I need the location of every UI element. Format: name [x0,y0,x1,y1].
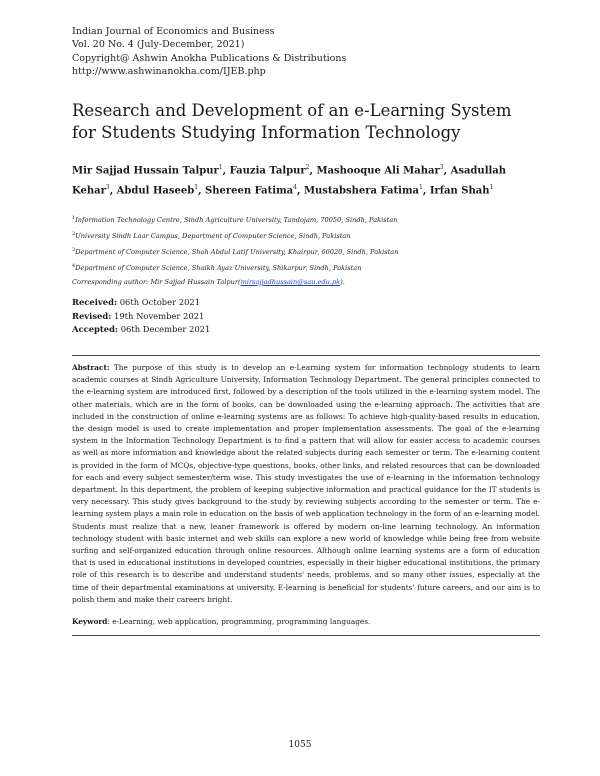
author-affiliation-marker: 4 [293,184,297,192]
received-date: Received: 06th October 2021 [72,297,201,307]
accepted-date: Accepted: 06th December 2021 [72,324,211,334]
author-affiliation-marker: 1 [419,184,423,192]
affiliation-4: $^4$Department of Computer Science, Shaikh Ayaz University, Shikarpur, Sindh, Pakistan [72,262,362,273]
affiliation-1: $^1$Information Technology Centre, Sindh Agriculture University, Tandojam, 70050, Sindh, Pakistan [72,215,398,225]
journal-url[interactable]: http://www.ashwinanokha.com/IJEB.php [72,65,266,77]
author-list [72,159,532,200]
author-separator: , [422,185,430,197]
author-affiliation-marker: 3 [105,184,110,192]
paper-title: Research and Development of an e-Learning System for Students Studying Information Technology [72,101,512,142]
corresponding-email-link[interactable]: mirsajjadhussain@sau.edu.pk [240,277,341,286]
author-name: Mashooque Ali Mahar [316,165,440,177]
keywords-label: Keyword [72,617,108,627]
author-separator: , [109,185,117,197]
author-name: Mir Sajjad Hussain Talpur [72,165,219,177]
page-number: 1055 [288,740,312,750]
abstract-label: Abstract: [72,363,110,372]
author-separator: , [296,185,304,197]
author-name: Mustabshera Fatima [303,185,420,197]
journal-name: Indian Journal of Economics and Business [72,26,275,37]
author-name: Shereen Fatima [205,185,294,197]
author-name: Irfan Shah [429,185,490,197]
keywords-text: : e-Learning, web application, programming, programming languages. [107,617,371,627]
author-affiliation-marker: 2 [305,164,310,171]
abstract-section [72,355,540,636]
author-affiliation-marker: 3 [439,164,444,171]
author-separator: , [222,165,230,177]
abstract [72,362,540,606]
affiliation-3: $^3$Department of Computer Science, Shah Abdul Latif University, Khairpur, 66020, Sindh, Pakistan [72,246,399,257]
author-separator: , [309,165,317,177]
revised-date: Revised: 19th November 2021 [72,310,205,321]
submission-dates [72,296,210,337]
author-affiliation-marker: 1 [194,184,199,192]
corresponding-author: Corresponding author: Mir Sajjad Hussain Talpur(mirsajjadhussain@sau.edu.pk). [72,277,345,286]
author-name: Asadullah Kehar [72,165,507,197]
author-separator: , [443,165,451,177]
keywords [72,616,540,628]
author-name: Abdul Haseeb [116,185,195,197]
abstract-text: The purpose of this study is to develop an e-Learning system for information technology students to learn academic courses at Sindh Agriculture University, Information Technology Department. The general principles connected to the e-learning system are introduced first, followed by a description of the tools utilized in the e-learning system model. The other materials, which are in the form of books, can be downloaded using the e-learning approach. The activities that are included in the construction of online e-learning systems are as follows: To achieve high-quality-based results in education, the design model is used to create implementation and proper implementation assessments. The goal of the e-learning system in the Information Technology Department is to find a pattern that will allow for easier access to academic courses as well as more information and knowledge about the related subjects during each semester or term. The e-learning content is provided in the form of MCQs, objective-type questions, books, other links, and related resources that can be downloaded for each and every subject semester/term wise. This study investigates the use of e-learning in the information technology department. In this department, the problem of keeping subjective information and practical guidance for the IT students is very necessary. This study gives background to the study by reviewing subjects according to the semester or term. The e-learning system plays a main role in education on the basis of web application technology in the form of an e-learning model. Students must realize that a new, leaner framework is offered by modern on-line learning technology. An information technology student with basic internet and web skills can explore a new world of knowledge while being free from website surfing and self-organized education through online resources. Although online learning systems are a form of education that is used in educational institutions in developed countries, especially in their higher educational institutions, the primary role of this research is to describe and understand students' needs, problems, and so many other issues, especially at the time of their departmental examinations at university. E-learning is beneficial for students' future careers, and our aim is to polish them and make their careers bright. [72,363,540,604]
affiliations [72,212,542,290]
author-name: Fauzia Talpur [229,165,306,177]
author-affiliation-marker: 1 [489,184,494,192]
journal-volume: Vol. 20 No. 4 (July-December, 2021) [72,39,245,51]
affiliation-2: $^2$University Sindh Laar Campus, Department of Computer Science, Sindh, Pakistan [72,230,351,241]
author-affiliation-marker: 1 [218,164,223,171]
journal-header [72,25,346,78]
author-separator: , [198,185,206,197]
journal-copyright: Copyright@ Ashwin Anokha Publications & Distributions [72,52,347,64]
